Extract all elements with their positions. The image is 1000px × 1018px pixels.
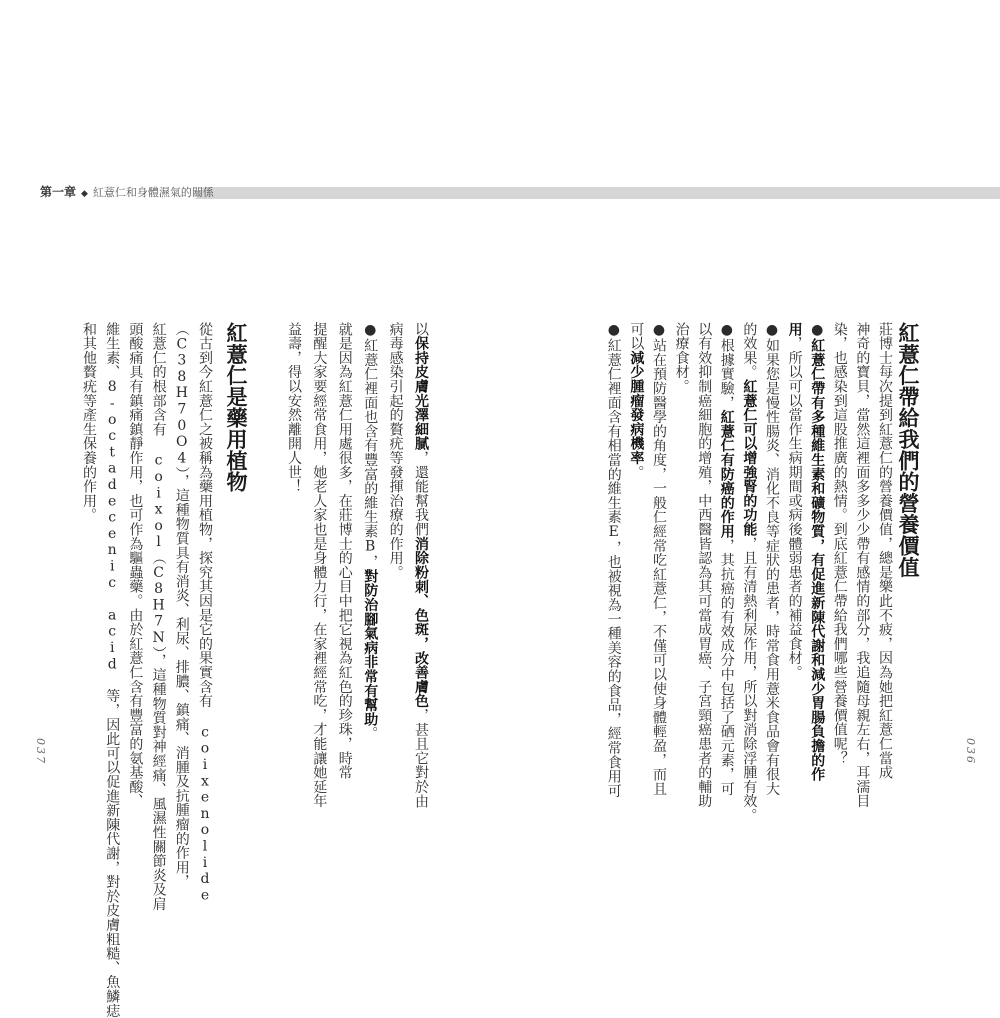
- chapter-title: 紅薏仁和身體濕氣的關係: [92, 186, 214, 199]
- body-text: 可以: [628, 322, 645, 351]
- emphasis-text: 保持皮膚光澤細膩: [413, 336, 429, 451]
- text-column: [740, 322, 758, 823]
- emphasis-text: 紅薏仁帶有多種維生素和礦物質，有促進新陳代謝和減少胃腸負擔的作: [809, 338, 826, 782]
- body-text: ，所以可以當作生病期間或病後體弱患者的補益食材。: [786, 336, 803, 680]
- body-text: 和其他贅疣等產生保養的作用。: [81, 322, 97, 523]
- text-column: [786, 322, 804, 680]
- emphasis-text: 對防治腳氣病非常有幫助: [362, 569, 379, 727]
- text-column: [808, 322, 826, 782]
- body-text: ●: [809, 322, 826, 339]
- body-text: ，還能幫我們: [413, 450, 429, 537]
- text-column: [605, 322, 623, 798]
- text-column: [627, 322, 645, 479]
- header-band: [195, 187, 1000, 199]
- emphasis-text: 用: [786, 322, 803, 337]
- body-text: ，且有清熱利尿作用，所以對消除浮腫有效。: [741, 536, 758, 823]
- emphasis-text: 減少腫瘤發病機率: [628, 350, 645, 466]
- text-column: [876, 322, 894, 780]
- text-column: [80, 322, 98, 522]
- text-column: [285, 322, 303, 494]
- text-column: [310, 322, 328, 808]
- text-column: [150, 322, 168, 911]
- body-text: 染，也感染到這股推廣的熱情。到底紅薏仁帶給我們哪些營養價值呢？: [831, 322, 848, 766]
- body-text: 莊博士每次提到紅薏仁的營養價值，總是樂此不疲，因為她把紅薏仁當成: [877, 322, 893, 780]
- body-text: 神奇的寶貝，當然這裡面多多少少帶有感情的部分，我追隨母親左右，耳濡目: [854, 322, 871, 809]
- text-column: [387, 322, 405, 579]
- body-text: ●站在預防醫學的角度，一般仁經常吃紅薏仁，不僅可以使身體輕盈，而且: [651, 322, 667, 796]
- right-page-heading: 紅薏仁帶給我們的營養價值: [896, 322, 921, 578]
- body-text: 病毒感染引起的贅疣等發揮治療的作用。: [387, 322, 404, 580]
- text-column: [173, 322, 191, 889]
- body-text: ●紅薏仁裡面也含有豐富的維生素B，: [362, 322, 379, 570]
- text-column: [853, 322, 871, 808]
- body-text: 紅薏仁的根部含有 coixol（C8H7N），這種物質對神經痛、風濕性關節炎及肩: [150, 322, 167, 911]
- body-text: 提醒大家要經常食用，她老人家也是身體力行，在家裡經常吃，才能讓她延年: [311, 322, 328, 809]
- emphasis-text: 紅薏仁可以增強腎的功能: [741, 379, 758, 537]
- text-column: [673, 322, 691, 394]
- text-column: [650, 322, 668, 796]
- running-header: [0, 182, 1000, 204]
- body-text: ●根據實驗，: [718, 322, 735, 410]
- emphasis-text: 紅薏仁有防癌的作用: [718, 409, 735, 539]
- body-text: （C38H70O4），這種物質具有消炎、利尿、排膿、鎮痛、消腫及抗腫瘤的作用，: [173, 322, 190, 889]
- text-column: [361, 322, 379, 741]
- left-page-heading: 紅薏仁是藥用植物: [224, 322, 249, 493]
- text-column: [412, 322, 430, 808]
- body-text: 。: [628, 465, 645, 480]
- header-separator: ◆: [81, 189, 88, 199]
- text-column: [831, 322, 849, 765]
- text-column: [126, 322, 144, 808]
- body-text: 維生素、8-octadecenic acid 等，因此可以促進新陳代謝，對於皮膚粗糙、魚鱗痣: [104, 322, 121, 1018]
- body-text: 從古到今紅薏仁之被稱為藥用植物，探究其因是它的果實含有 coixenolide: [197, 322, 213, 904]
- text-column: [763, 322, 781, 796]
- chapter-label: 第一章: [40, 185, 77, 199]
- body-text: 。: [362, 726, 379, 741]
- left-page-number: 037: [34, 738, 47, 765]
- body-text: 以: [413, 322, 429, 337]
- text-column: [336, 322, 354, 780]
- right-page-number: 036: [964, 738, 977, 765]
- text-column: [196, 322, 214, 904]
- body-text: 以有效抑制癌細胞的增殖，中西醫皆認為其可當成胃癌、子宮頸癌患者的輔助: [696, 322, 713, 809]
- body-text: ●紅薏仁裡面含有相當的維生素E，也被視為一種美容的食品，經常食用可: [605, 322, 622, 798]
- body-text: ，其抗癌的有效成分中包括了硒元素，可: [718, 538, 735, 796]
- body-text: ●如果您是慢性腸炎、消化不良等症狀的患者，時常食用薏米食品會有很大: [764, 322, 780, 796]
- body-text: ，甚且它對於由: [413, 708, 429, 809]
- emphasis-text: 消除粉刺、色斑，改善膚色: [413, 536, 429, 709]
- body-text: 益壽，得以安然離開人世！: [286, 322, 302, 494]
- text-column: [718, 322, 736, 796]
- body-text: 就是因為紅薏仁用處很多，在莊博士的心目中把它視為紅色的珍珠，時常: [336, 322, 353, 780]
- text-column: [695, 322, 713, 808]
- body-text: 治療食材。: [673, 322, 690, 394]
- body-text: 的效果。: [741, 322, 758, 380]
- header-text: [40, 184, 214, 200]
- text-column: [103, 322, 121, 1018]
- body-text: 頭酸痛具有鎮痛鎮靜作用，也可作為驅蟲藥。由於紅薏仁含有豐富的氨基酸、: [127, 322, 144, 809]
